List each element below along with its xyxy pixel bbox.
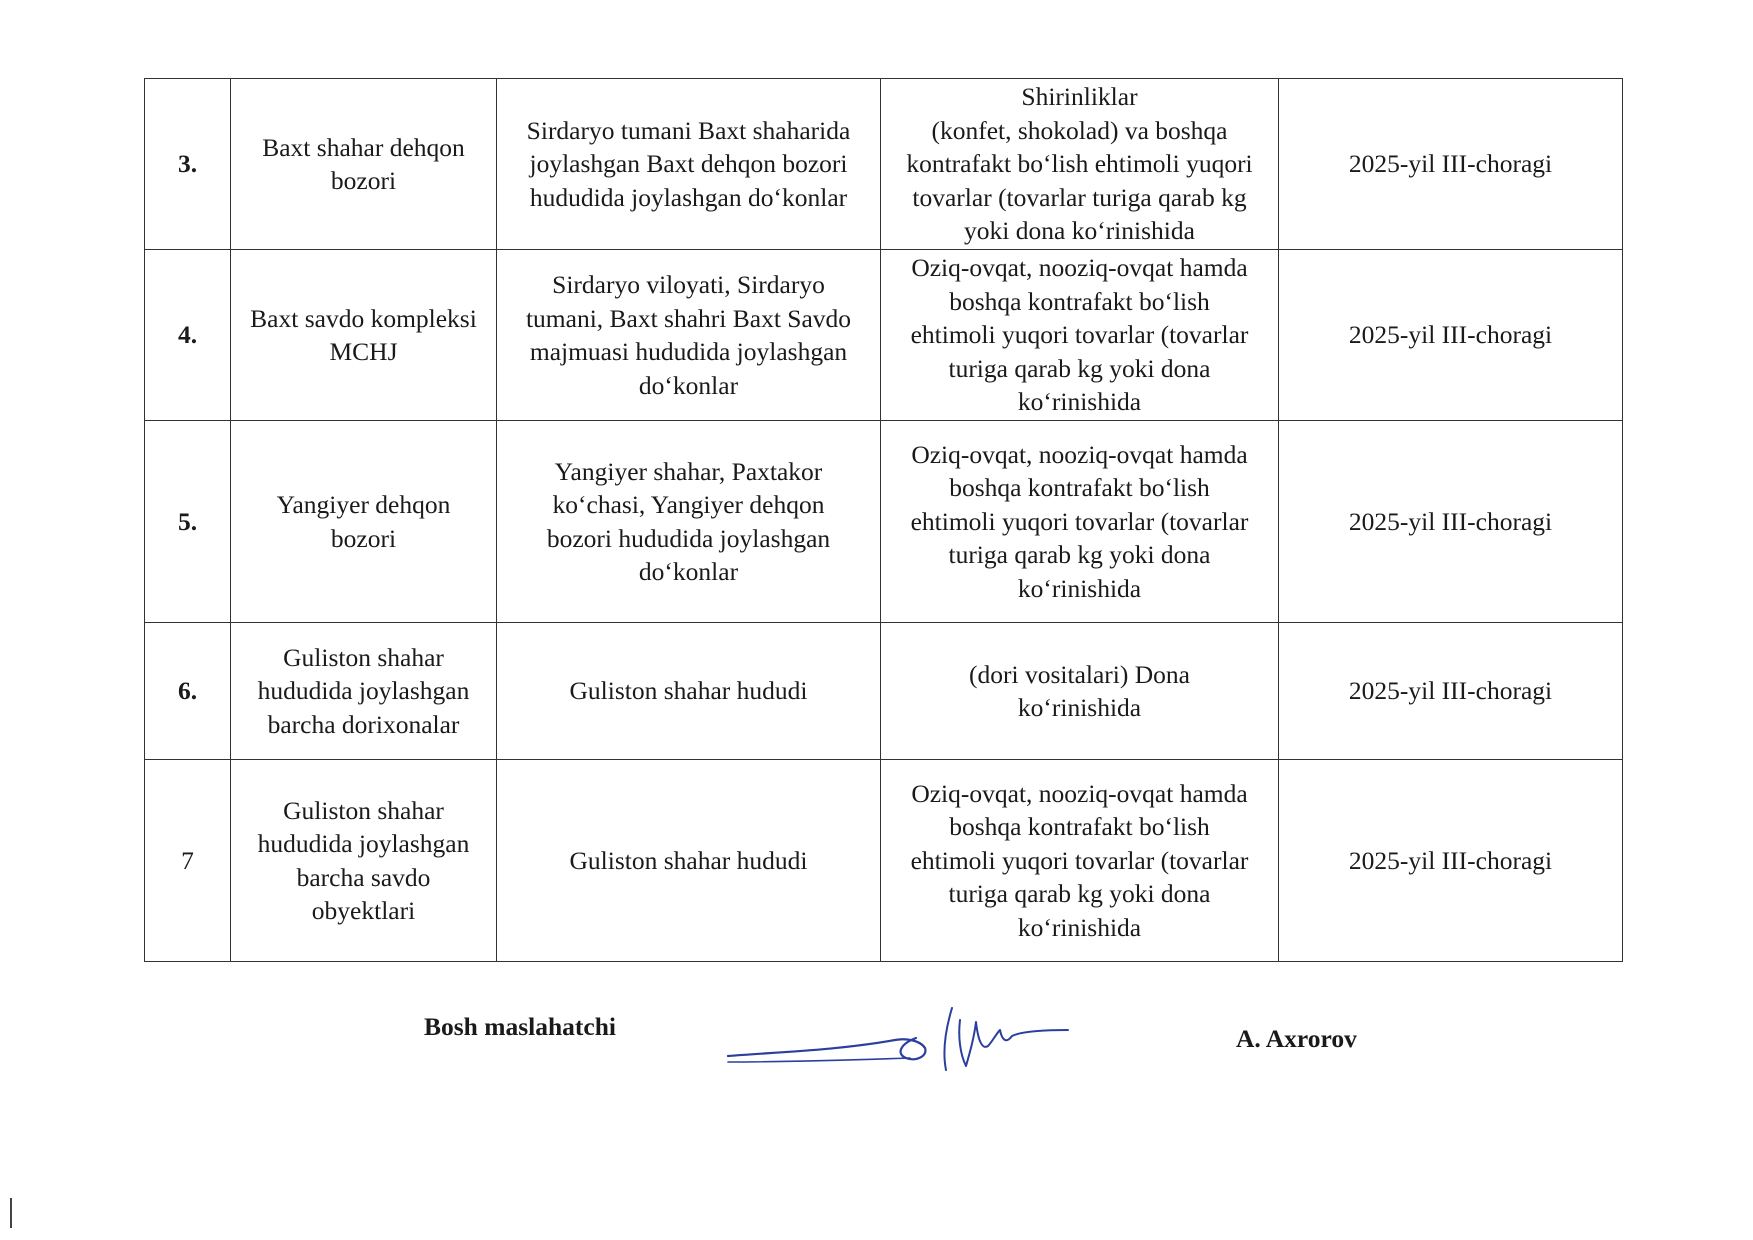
row-number-cell: 5. xyxy=(145,421,231,623)
object-name-cell: Baxt shahar dehqon bozori xyxy=(231,79,497,250)
signatory-name: A. Axrorov xyxy=(1236,1024,1357,1053)
goods-monitoring-table xyxy=(144,78,1623,962)
location-cell: Guliston shahar hududi xyxy=(497,760,881,962)
row-number-cell: 3. xyxy=(145,79,231,250)
table-row xyxy=(145,421,1623,623)
period-cell: 2025-yil III-choragi xyxy=(1279,79,1623,250)
goods-cell: (dori vositalari) Dona ko‘rinishida xyxy=(881,623,1279,760)
goods-cell: Oziq-ovqat, nooziq-ovqat hamda boshqa kontrafakt bo‘lish ehtimoli yuqori tovarlar (tovarlar turiga qarab kg yoki dona ko‘rinishida xyxy=(881,250,1279,421)
location-cell: Sirdaryo viloyati, Sirdaryo tumani, Baxt shahri Baxt Savdo majmuasi hududida joylashgan do‘konlar xyxy=(497,250,881,421)
location-cell: Guliston shahar hududi xyxy=(497,623,881,760)
table-row xyxy=(145,250,1623,421)
table-row xyxy=(145,79,1623,250)
goods-cell: Oziq-ovqat, nooziq-ovqat hamda boshqa kontrafakt bo‘lish ehtimoli yuqori tovarlar (tovarlar turiga qarab kg yoki dona ko‘rinishida xyxy=(881,760,1279,962)
handwritten-signature xyxy=(720,1000,1070,1080)
goods-cell: Oziq-ovqat, nooziq-ovqat hamda boshqa kontrafakt bo‘lish ehtimoli yuqori tovarlar (tovarlar turiga qarab kg yoki dona ko‘rinishida xyxy=(881,421,1279,623)
scan-edge-mark xyxy=(10,1198,12,1228)
period-cell: 2025-yil III-choragi xyxy=(1279,250,1623,421)
row-number-cell: 4. xyxy=(145,250,231,421)
location-cell: Sirdaryo tumani Baxt shaharida joylashgan Baxt dehqon bozori hududida joylashgan do‘konlar xyxy=(497,79,881,250)
goods-cell: Shirinliklar (konfet, shokolad) va boshqa kontrafakt bo‘lish ehtimoli yuqori tovarlar (tovarlar turiga qarab kg yoki dona ko‘rinishida xyxy=(881,79,1279,250)
object-name-cell: Guliston shahar hududida joylashgan barcha dorixonalar xyxy=(231,623,497,760)
location-cell: Yangiyer shahar, Paxtakor ko‘chasi, Yangiyer dehqon bozori hududida joylashgan do‘konlar xyxy=(497,421,881,623)
table-row xyxy=(145,760,1623,962)
period-cell: 2025-yil III-choragi xyxy=(1279,623,1623,760)
row-number-cell: 6. xyxy=(145,623,231,760)
period-cell: 2025-yil III-choragi xyxy=(1279,760,1623,962)
table-row xyxy=(145,623,1623,760)
signatory-title: Bosh maslahatchi xyxy=(424,1012,616,1041)
object-name-cell: Baxt savdo kompleksi MCHJ xyxy=(231,250,497,421)
row-number-cell: 7 xyxy=(145,760,231,962)
object-name-cell: Guliston shahar hududida joylashgan barcha savdo obyektlari xyxy=(231,760,497,962)
period-cell: 2025-yil III-choragi xyxy=(1279,421,1623,623)
object-name-cell: Yangiyer dehqon bozori xyxy=(231,421,497,623)
